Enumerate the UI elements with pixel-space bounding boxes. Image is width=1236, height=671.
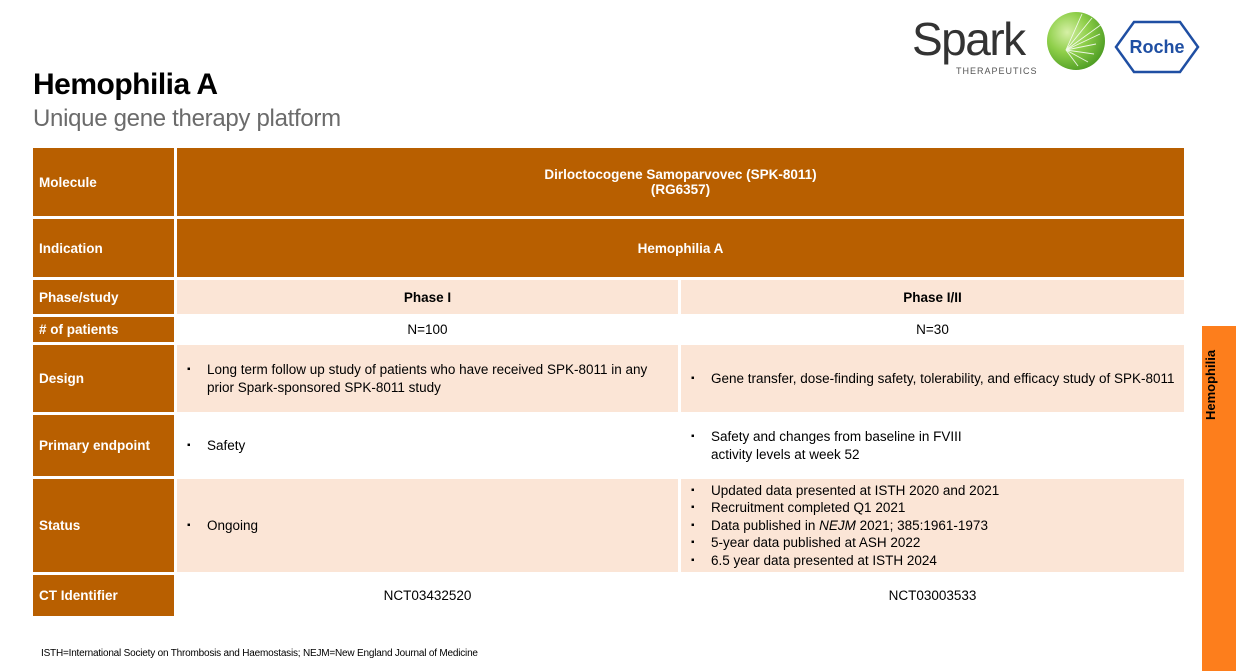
ct-col2: NCT03003533 — [681, 575, 1184, 619]
design-col2 — [681, 345, 1184, 415]
row-label-indication: Indication — [33, 219, 177, 280]
spark-logo-text: Spark — [912, 13, 1025, 65]
table-row-indication — [33, 219, 1184, 280]
spark-logo — [912, 10, 1112, 80]
status-col1 — [177, 479, 681, 575]
list-item — [711, 517, 1178, 535]
table-row-phase — [33, 280, 1184, 317]
roche-logo-text: Roche — [1129, 37, 1185, 57]
spark-sphere-icon — [1044, 10, 1108, 72]
row-label-molecule: Molecule — [33, 148, 177, 219]
table-row-status — [33, 479, 1184, 575]
phase-col2: Phase I/II — [681, 280, 1184, 317]
sidebar-label — [1203, 388, 1218, 420]
status-item3-post: 2021; 385:1961-1973 — [855, 517, 988, 533]
table-row-design — [33, 345, 1184, 415]
ct-col1: NCT03432520 — [177, 575, 681, 619]
status-item3-journal: NEJM — [819, 517, 856, 533]
indication-value: Hemophilia A — [177, 219, 1184, 280]
list-item: ▪ Ongoing — [207, 517, 672, 535]
list-item: ▪ Long term follow up study of patients who have received SPK-8011 in any prior Spark-sponsored SPK-8011 study — [207, 361, 672, 396]
footnote: ISTH=International Society on Thrombosis and Haemostasis; NEJM=New England Journal of Medicine — [41, 648, 478, 659]
row-label-status: Status — [33, 479, 177, 575]
page-title: Hemophilia A — [33, 68, 218, 101]
status-col2 — [681, 479, 1184, 575]
patients-col2: N=30 — [681, 317, 1184, 345]
table-row-endpoint — [33, 415, 1184, 479]
phase-col1: Phase I — [177, 280, 681, 317]
list-item: ▪ 6.5 year data presented at ISTH 2024 — [711, 552, 1178, 570]
status-item3-pre: Data published in — [711, 517, 820, 533]
row-label-design: Design — [33, 345, 177, 415]
row-label-endpoint: Primary endpoint — [33, 415, 177, 479]
list-item: ▪ Updated data presented at ISTH 2020 and 2021 — [711, 482, 1178, 500]
row-label-phase: Phase/study — [33, 280, 177, 317]
list-item: ▪ Safety — [207, 437, 672, 455]
list-item: ▪ 5-year data published at ASH 2022 — [711, 534, 1178, 552]
table-row-patients — [33, 317, 1184, 345]
spark-logo-subtext: THERAPEUTICS — [956, 66, 1038, 76]
molecule-value — [177, 148, 1184, 219]
row-label-patients: # of patients — [33, 317, 177, 345]
endpoint-col1 — [177, 415, 681, 479]
table-row-molecule — [33, 148, 1184, 219]
row-label-ct: CT Identifier — [33, 575, 177, 619]
endpoint-line1: Safety and changes from baseline in FVIII — [711, 429, 962, 444]
table-row-ct — [33, 575, 1184, 619]
molecule-name: Dirloctocogene Samoparvovec (SPK-8011) — [544, 167, 817, 182]
design-col1 — [177, 345, 681, 415]
patients-col1: N=100 — [177, 317, 681, 345]
page-subtitle: Unique gene therapy platform — [33, 105, 341, 132]
list-item: ▪ Recruitment completed Q1 2021 — [711, 499, 1178, 517]
endpoint-col2 — [681, 415, 1184, 479]
list-item: ▪ Gene transfer, dose-finding safety, tolerability, and efficacy study of SPK-8011 — [711, 370, 1178, 388]
molecule-table — [33, 148, 1184, 619]
roche-logo — [1114, 20, 1200, 74]
endpoint-line2: activity levels at week 52 — [711, 446, 860, 462]
list-item — [711, 428, 1178, 463]
molecule-code: (RG6357) — [650, 182, 711, 197]
